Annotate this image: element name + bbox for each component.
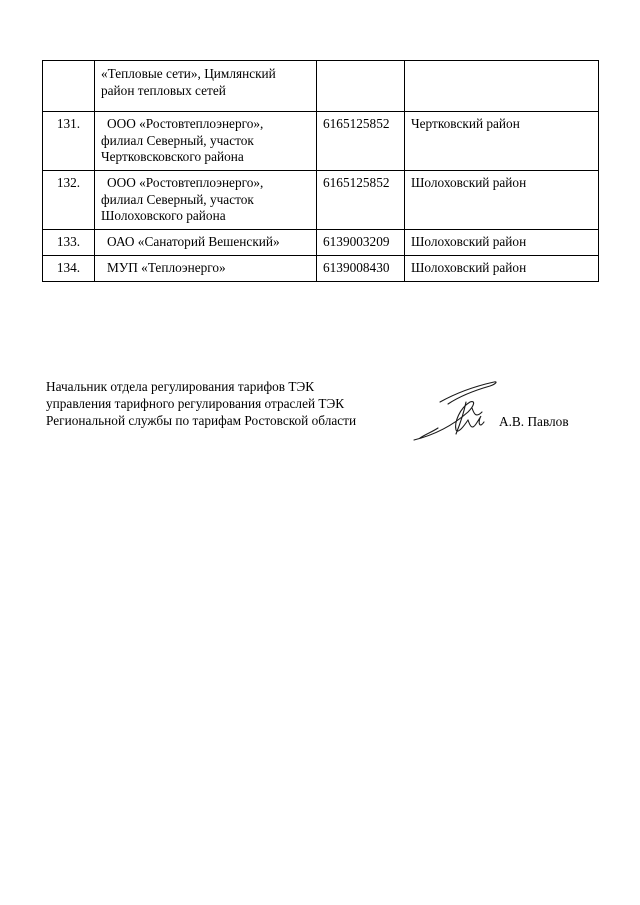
organization-name-line: Чертковсковского района bbox=[101, 149, 244, 164]
district-cell: Чертковский район bbox=[405, 112, 599, 171]
organization-name bbox=[95, 171, 317, 230]
table-row bbox=[43, 112, 599, 171]
signature-block bbox=[46, 378, 606, 458]
organization-name bbox=[95, 112, 317, 171]
table-row bbox=[43, 230, 599, 256]
district-cell: Шолоховский район bbox=[405, 171, 599, 230]
row-number: 131. bbox=[43, 112, 95, 171]
organization-name-line: филиал Северный, участок bbox=[101, 132, 254, 148]
table-row bbox=[43, 61, 599, 112]
organization-name-line: Шолоховского района bbox=[101, 208, 226, 223]
organization-name-line: МУП «Теплоэнерго» bbox=[107, 260, 226, 275]
organization-name-line: «Тепловые сети», Цимлянский bbox=[101, 66, 276, 81]
organizations-table bbox=[42, 60, 599, 282]
organization-name-line: филиал Северный, участок bbox=[101, 191, 254, 207]
inn-cell bbox=[317, 61, 405, 112]
table-row bbox=[43, 171, 599, 230]
organization-name-line: район тепловых сетей bbox=[101, 82, 226, 98]
table-row bbox=[43, 256, 599, 282]
signatory-title-line: управления тарифного регулирования отраслей ТЭК bbox=[46, 396, 345, 411]
row-number: 133. bbox=[43, 230, 95, 256]
row-number: 132. bbox=[43, 171, 95, 230]
district-cell: Шолоховский район bbox=[405, 230, 599, 256]
district-cell: Шолоховский район bbox=[405, 256, 599, 282]
inn-cell: 6139008430 bbox=[317, 256, 405, 282]
signatory-name: А.В. Павлов bbox=[499, 414, 569, 429]
inn-cell: 6165125852 bbox=[317, 112, 405, 171]
signatory-title-line: Региональной службы по тарифам Ростовской области bbox=[46, 413, 357, 428]
organization-name-line: ОАО «Санаторий Вешенский» bbox=[107, 234, 280, 249]
signatory-title bbox=[46, 378, 416, 429]
signatory-title-line: Начальник отдела регулирования тарифов ТЭК bbox=[46, 379, 315, 394]
organization-name-line: ООО «Ростовтеплоэнерго», bbox=[107, 116, 264, 131]
organization-name-line: ООО «Ростовтеплоэнерго», bbox=[107, 175, 264, 190]
row-number bbox=[43, 61, 95, 112]
organization-name bbox=[95, 256, 317, 282]
organization-name bbox=[95, 230, 317, 256]
handwritten-signature bbox=[410, 378, 502, 450]
row-number: 134. bbox=[43, 256, 95, 282]
inn-cell: 6139003209 bbox=[317, 230, 405, 256]
organization-name bbox=[95, 61, 317, 112]
inn-cell: 6165125852 bbox=[317, 171, 405, 230]
district-cell bbox=[405, 61, 599, 112]
